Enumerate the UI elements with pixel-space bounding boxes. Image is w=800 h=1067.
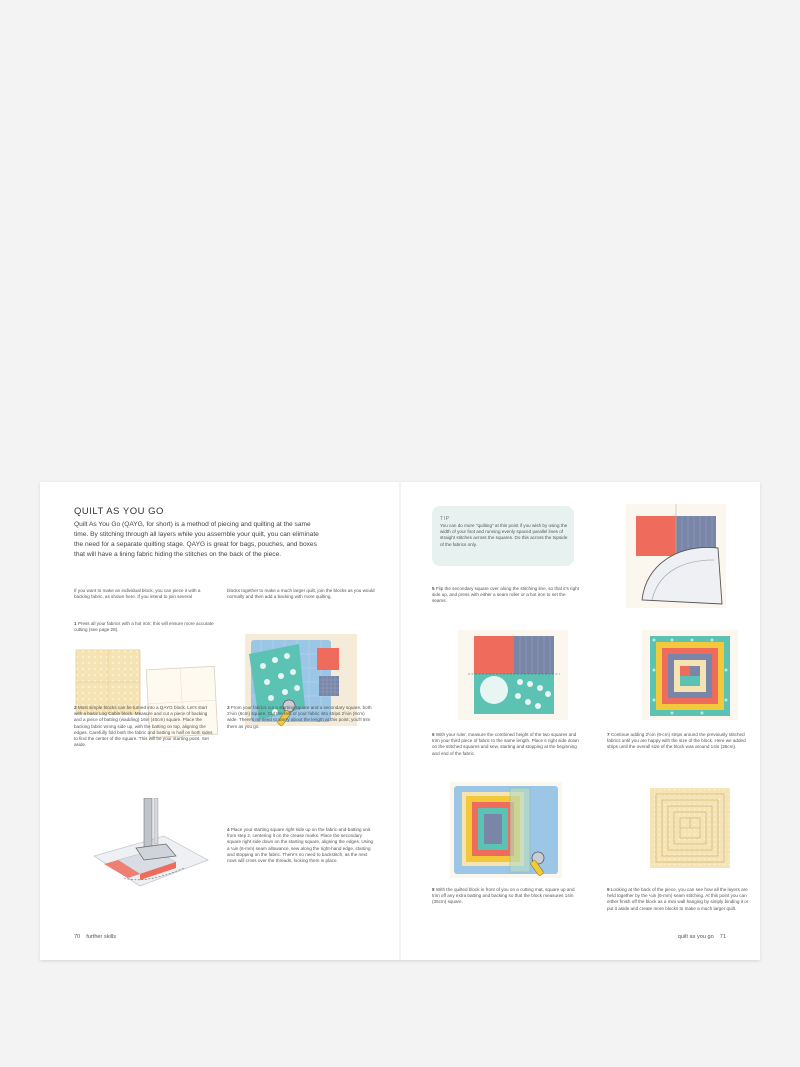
step-9 xyxy=(607,887,752,912)
step-1 xyxy=(74,621,219,633)
log-cabin-block-illustration xyxy=(642,630,738,720)
three-fabrics-illustration xyxy=(458,630,568,720)
step-text: With your ruler, measure the combined height of the two squares and trim your third piece of fabric to the same length. Place it right side down on the stitched squares and sew, starting and stopping at the beginning and end of the fabric. xyxy=(432,732,579,756)
book-spread xyxy=(40,482,760,960)
step-8 xyxy=(432,887,580,906)
right-footer xyxy=(678,934,726,940)
ruler xyxy=(510,788,530,872)
page-number: 71 xyxy=(719,934,726,940)
step-5 xyxy=(432,586,580,605)
sewing-machine-illustration xyxy=(84,798,214,892)
step-7 xyxy=(607,732,752,751)
step-text: Looking at the back of the piece, you can see how all the layers are held together by the ¼in (6-mm) seam stitching. At this point you can either finish off the block as a mini wall hanging by simply binding it or put it aside and create more blocks to make a much larger quilt. xyxy=(607,887,749,911)
step-text: From your fabrics cut a starting square and a secondary square, both 2½in (6cm) square. Cut the rest of your fabric into strips 2½in (6cm) wide. There's no need to worry about the length at this point; you'll trim them as you go. xyxy=(227,705,372,729)
page-number: 70 xyxy=(74,934,81,940)
section-name: quilt as you go xyxy=(677,934,714,940)
step-number: 1 xyxy=(74,621,77,626)
step-text: With the quilted block in front of you on a cutting mat, square up and trim off any extra batting and backing so that the block measures 14in (35cm) square. xyxy=(432,887,575,905)
body-text-col2: blocks together to make a much larger quilt, join the blocks as you would normally and then add a backing with more quilting. xyxy=(227,588,375,600)
tip-label: TIP xyxy=(440,516,450,522)
step-6 xyxy=(432,732,580,757)
step-text: Press all your fabrics with a hot iron; this will ensure more accurate cutting (see page 28). xyxy=(74,621,214,633)
step-number: 7 xyxy=(607,732,610,737)
intro-paragraph: Quilt As You Go (QAYG, for short) is a method of piecing and quilting at the same time. By stitching through all layers while you assemble your quilt, you can eliminate the need for a separate quilting stage. QAYG is great for bags, pouches, and boxes that will have a lining fabric hiding the stitches on the back of the piece. xyxy=(74,521,319,558)
step-number: 8 xyxy=(432,887,435,892)
step-number: 9 xyxy=(607,887,610,892)
step-number: 2 xyxy=(74,705,77,710)
section-name: further skills xyxy=(86,934,117,940)
left-footer xyxy=(74,934,116,940)
right-page xyxy=(400,482,760,960)
step-3 xyxy=(227,705,375,730)
trimming-block-illustration xyxy=(450,782,562,878)
tip-text: You can do more "quilting" at this point if you wish by using the width of your foot and running evenly spaced parallel lines of straight stitches across the squares. Do this across the topside of the fabrics only. xyxy=(440,523,568,547)
step-number: 3 xyxy=(227,705,230,710)
step-number: 6 xyxy=(432,732,435,737)
step-text: Flip the secondary square over along the stitching line, so that it's right side up, and press with either a seam roller or a hot iron to set the seams. xyxy=(432,586,579,604)
left-page xyxy=(40,482,400,960)
coral-square xyxy=(636,516,676,556)
step-text: Most simple blocks can be turned into a QAYG block. Let's start with a basic Log Cabin block. Measure and cut a piece of backing and a piece of batting (wadding) 16in (40cm) square. Place the backing fabric wrong side up, with the batting on top, aligning the edges. Carefully fold both the fabric and batting in half on both sides to find the center of the square. This will be your starting point. Set aside. xyxy=(74,705,213,748)
step-number: 4 xyxy=(227,827,230,832)
block-back-illustration xyxy=(642,782,738,874)
step-4 xyxy=(227,827,375,864)
step-number: 5 xyxy=(432,586,435,591)
body-text-col1: If you want to make an individual block, you can piece it with a backing fabric, as shown here. If you intend to join several xyxy=(74,588,201,600)
iron-illustration xyxy=(626,504,726,608)
coral-square xyxy=(317,648,339,670)
page-title: QUILT AS YOU GO xyxy=(74,506,164,517)
step-2 xyxy=(74,705,214,748)
coral-square xyxy=(474,636,514,674)
center-square xyxy=(680,666,690,676)
tip-box xyxy=(432,506,574,566)
step-text: Continue adding 2½in (6-cm) strips around the previously stitched fabrics until you are happy with the size of the block. Here we added strips until the overall size of the block was around 14in (35cm). xyxy=(607,732,746,750)
navy-square xyxy=(319,676,339,696)
presser-foot-icon xyxy=(136,798,176,860)
step-text: Place your starting square right side up on the fabric-and-batting unit from step 2, centering it on the crease marks. Place the secondary square right side down on the starting square, aligning the edges. Using a ¼in (6-mm) seam allowance, sew along the right-hand edge, starting and stopping on the fabric. There's no need to backstitch, as the next rows will cross over the threads, locking them in place. xyxy=(227,827,374,864)
